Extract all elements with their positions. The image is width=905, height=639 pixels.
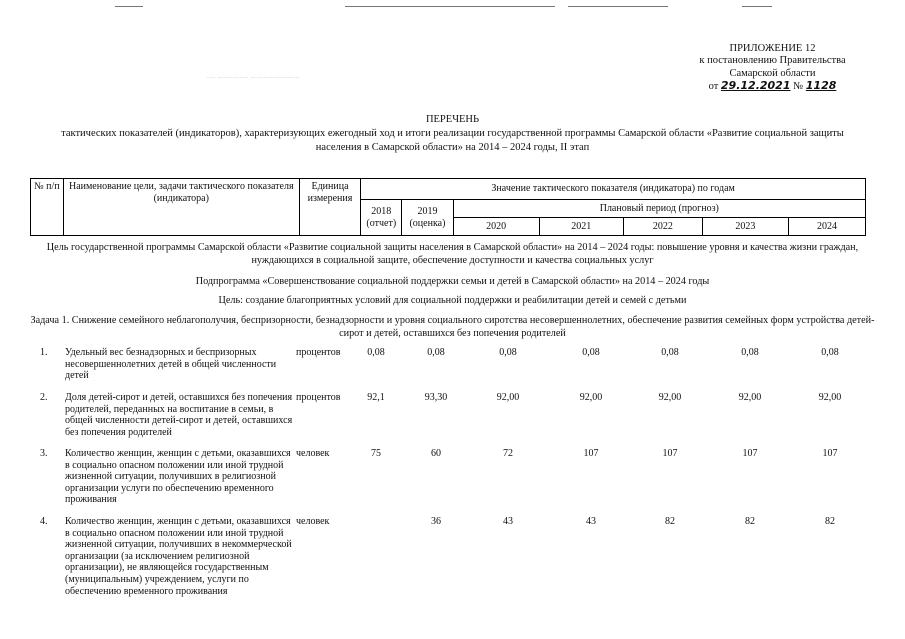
row-indicator-name: Количество женщин, женщин с детьми, оказавшихся в социально опасном положении или иной трудной жизненной ситуации, получивших в некоммерческой организации (за исключением религиозной организации), не являющейся государственным (муниципальным) учреждением, услуги по обеспечению временного проживания: [65, 516, 292, 597]
value-2024: 82: [825, 516, 835, 527]
date-value: 29.12.2021: [720, 79, 791, 93]
value-2021: 107: [583, 448, 599, 459]
header-cell-values: Значение тактического показателя (индикатора) по годам: [361, 179, 866, 200]
row-number: 4.: [40, 516, 48, 527]
row-unit: человек: [296, 448, 330, 459]
appendix-title: ПРИЛОЖЕНИЕ 12: [729, 43, 816, 54]
header-cell-year: 2023: [702, 218, 788, 236]
section-goal-program: Цель государственной программы Самарской области «Развитие социальной защиты населения в Самарской области» на 2014 – 2024 годы: повышение уровня и качества жизни граждан, нуждающихся в социальной защите, обеспечение доступности и качества социальных услуг: [46, 242, 859, 266]
value-2020: 92,00: [496, 392, 520, 403]
stamp-note: …… ………………… ……………………………: [207, 74, 300, 79]
appendix-block: [680, 43, 865, 94]
value-2023: 107: [742, 448, 758, 459]
row-number: 3.: [40, 448, 48, 459]
section-task-1: Задача 1. Снижение семейного неблагополучия, беспризорности, безнадзорности и уровня социального сиротства несовершеннолетних, обеспечение развития семейных форм устройства детей-сирот и детей, оставшихся без попечения родителей: [30, 315, 875, 339]
value-2019: 60: [431, 448, 441, 459]
document-title: ПЕРЕЧЕНЬ: [425, 114, 480, 125]
section-goal: Цель: создание благоприятных условий для социальной поддержки и реабилитации детей и семей с детьми: [218, 295, 687, 306]
header-cell-no: № п/п: [31, 179, 64, 236]
value-2020: 0,08: [499, 347, 517, 358]
value-2019: 93,30: [424, 392, 448, 403]
date-prefix: от: [708, 81, 719, 93]
value-2019: 36: [431, 516, 441, 527]
header-cell-name: Наименование цели, задачи тактического показателя (индикатора): [63, 179, 299, 236]
indicators-table-header: [30, 178, 866, 236]
value-2018: 75: [371, 448, 381, 459]
document-subtitle-2: населения в Самарской области» на 2014 – 2024 годы, II этап: [315, 142, 590, 153]
section-subprogram: Подпрограмма «Совершенствование социальной поддержки семьи и детей в Самарской области» на 2014 – 2024 годы: [195, 276, 710, 287]
row-indicator-name: Доля детей-сирот и детей, оставшихся без попечения родителей, переданных на воспитание в семьи, в общей численности детей-сирот и детей, оставшихся без попечения родителей: [65, 392, 293, 438]
value-2021: 92,00: [579, 392, 603, 403]
appendix-date-line: [680, 80, 865, 93]
value-2021: 43: [586, 516, 596, 527]
value-2024: 0,08: [821, 347, 839, 358]
value-2024: 107: [822, 448, 838, 459]
value-2024: 92,00: [818, 392, 842, 403]
scan-artifact: [115, 6, 143, 7]
value-2019: 0,08: [427, 347, 445, 358]
document-subtitle-1: тактических показателей (индикаторов), характеризующих ежегодный ход и итоги реализации государственной программы Самарской области «Развитие социальной защиты: [61, 128, 844, 139]
appendix-line2: к постановлению Правительства: [699, 55, 846, 67]
header-cell-year: 2020: [453, 218, 539, 236]
value-2022: 0,08: [661, 347, 679, 358]
row-number: 2.: [40, 392, 48, 403]
row-unit: человек: [296, 516, 330, 527]
value-2023: 92,00: [738, 392, 762, 403]
value-2020: 72: [503, 448, 513, 459]
value-2023: 0,08: [741, 347, 759, 358]
row-unit: процентов: [296, 347, 341, 358]
header-cell-year: 2024: [789, 218, 866, 236]
row-indicator-name: Удельный вес безнадзорных и беспризорных несовершеннолетних детей в общей численности детей: [65, 347, 277, 382]
header-cell-2019: 2019 (оценка): [402, 200, 453, 236]
header-cell-2018: 2018 (отчет): [361, 200, 402, 236]
value-2018: 92,1: [367, 392, 385, 403]
row-indicator-name: Количество женщин, женщин с детьми, оказавшихся в социально опасном положении или иной трудной жизненной ситуации, получивших в религиозной организации услуги по обеспечению временного проживания: [65, 448, 291, 506]
scan-artifact: [345, 6, 555, 7]
row-unit: процентов: [296, 392, 341, 403]
value-2020: 43: [503, 516, 513, 527]
header-cell-year: 2022: [623, 218, 702, 236]
value-2022: 82: [665, 516, 675, 527]
appendix-line3: Самарской области: [729, 67, 816, 79]
value-2018: 0,08: [367, 347, 385, 358]
scan-artifact: [568, 6, 668, 7]
header-cell-year: 2021: [539, 218, 623, 236]
value-2022: 92,00: [658, 392, 682, 403]
number-prefix: №: [793, 81, 804, 93]
number-value: 1128: [805, 79, 837, 93]
value-2022: 107: [662, 448, 678, 459]
header-cell-unit: Единица измерения: [299, 179, 361, 236]
row-number: 1.: [40, 347, 48, 358]
scan-artifact: [742, 6, 772, 7]
header-cell-plan: Плановый период (прогноз): [453, 200, 865, 218]
value-2021: 0,08: [582, 347, 600, 358]
value-2023: 82: [745, 516, 755, 527]
